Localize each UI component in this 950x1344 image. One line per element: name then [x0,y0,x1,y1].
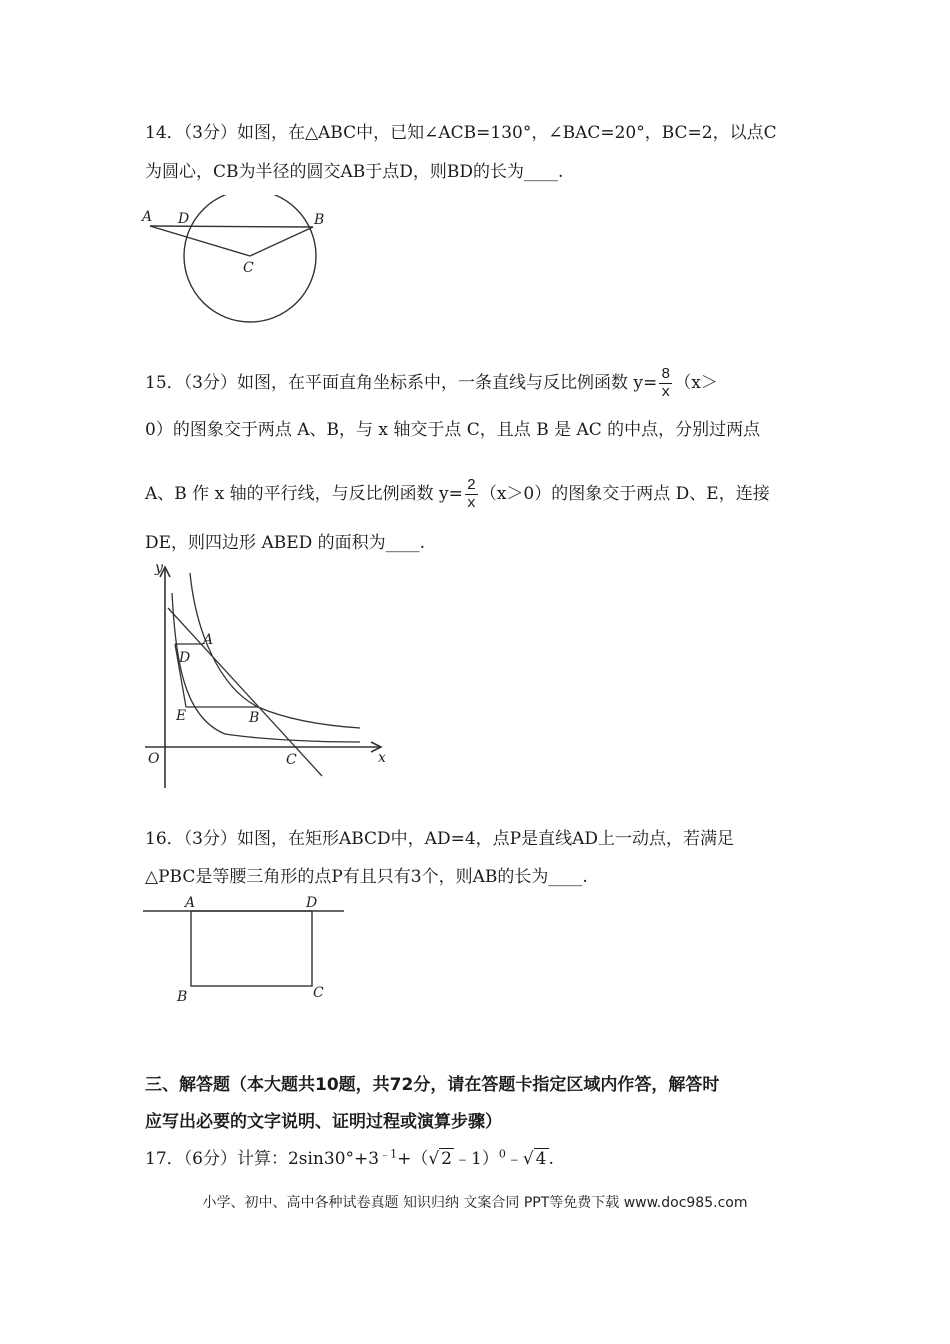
q15-fraction-2-over-x: $\frac{2}{x}$ [466,477,476,512]
section3-heading-line-1: 三、解答题（本大题共10题，共72分，请在答题卡指定区域内作答，解答时 [145,1075,720,1095]
q15-label-e: E [176,708,187,724]
q16-label-c: C [313,985,324,1001]
q16-label-a: A [185,895,196,911]
section3-heading-line-2: 应写出必要的文字说明、证明过程或演算步骤） [145,1112,502,1132]
q16-rectangle-abcd [191,911,312,986]
q15-fraction-8-over-x: $\frac{8}{x}$ [661,366,671,401]
q15-curve-2-over-x [172,593,360,742]
q14-segment-ac [150,226,250,256]
q14-label-b: B [314,212,325,228]
q16-label-b: B [177,989,188,1005]
q14-line-2: 为圆心，CB为半径的圆交AB于点D，则BD的长为____. [145,162,564,182]
q17-prefix: 17．（6分）计算：2sin30°+3 [145,1149,380,1169]
q17-end: . [548,1149,554,1169]
page-footer: 小学、初中、高中各种试卷真题 知识归纳 文案合同 PPT等免费下载 www.doc985.com [202,1195,748,1211]
q15-label-d: D [179,650,191,666]
q15-label-o: O [148,751,160,767]
q14-label-c: C [243,260,254,276]
q14-segment-bc [250,227,313,256]
q17-mid-2: ﹣1） [454,1149,499,1169]
q16-line-2: △PBC是等腰三角形的点P有且只有3个，则AB的长为____. [145,867,588,887]
q16-figure [140,893,350,1005]
q16-line-1: 16．（3分）如图，在矩形ABCD中，AD=4，点P是直线AD上一动点，若满足 [145,829,734,849]
q15-label-b: B [249,710,260,726]
q16-label-d: D [306,895,318,911]
q15-line-2: 0）的图象交于两点 A、B，与 x 轴交于点 C，且点 B 是 AC 的中点，分别过两点 [145,420,761,440]
q15-label-x: x [378,750,386,766]
q14-segment-ab [150,226,313,227]
q14-line-1: 14．（3分）如图，在△ABC中，已知∠ACB=130°，∠BAC=20°，BC=2，以点C [145,123,777,143]
q17-exponent-2: 0 [498,1147,506,1161]
q15-line-1-text: 15．（3分）如图，在平面直角坐标系中，一条直线与反比例函数 y= [145,373,658,393]
q15-line-3-tail: （x＞0）的图象交于两点 D、E，连接 [479,484,770,504]
q15-line-through-a-b-c [168,608,322,776]
q15-line-1-tail: （x＞ [674,373,718,393]
q17-line [145,1144,554,1169]
q14-label-a: A [142,209,153,225]
q15-line-4: DE，则四边形 ABED 的面积为____. [145,533,426,553]
q17-mid-3: ﹣ [505,1149,523,1169]
q15-curve-8-over-x [190,573,360,728]
q15-line-1 [145,366,718,401]
q15-label-a: A [203,632,214,648]
q14-figure [140,195,340,330]
q15-line-3-text: A、B 作 x 轴的平行线，与反比例函数 y= [145,484,463,504]
q14-circle [184,195,316,322]
q17-sqrt-4: √ 4 [522,1149,547,1169]
q14-label-d: D [178,211,190,227]
q15-line-3 [145,477,770,512]
q15-label-y: y [155,560,163,576]
q17-mid-1: +（ [397,1149,429,1169]
q17-sqrt-2: √ 2 [428,1149,452,1169]
q17-exponent-1: ﹣1 [379,1147,398,1161]
q15-figure [140,558,400,790]
q15-label-c: C [286,752,297,768]
